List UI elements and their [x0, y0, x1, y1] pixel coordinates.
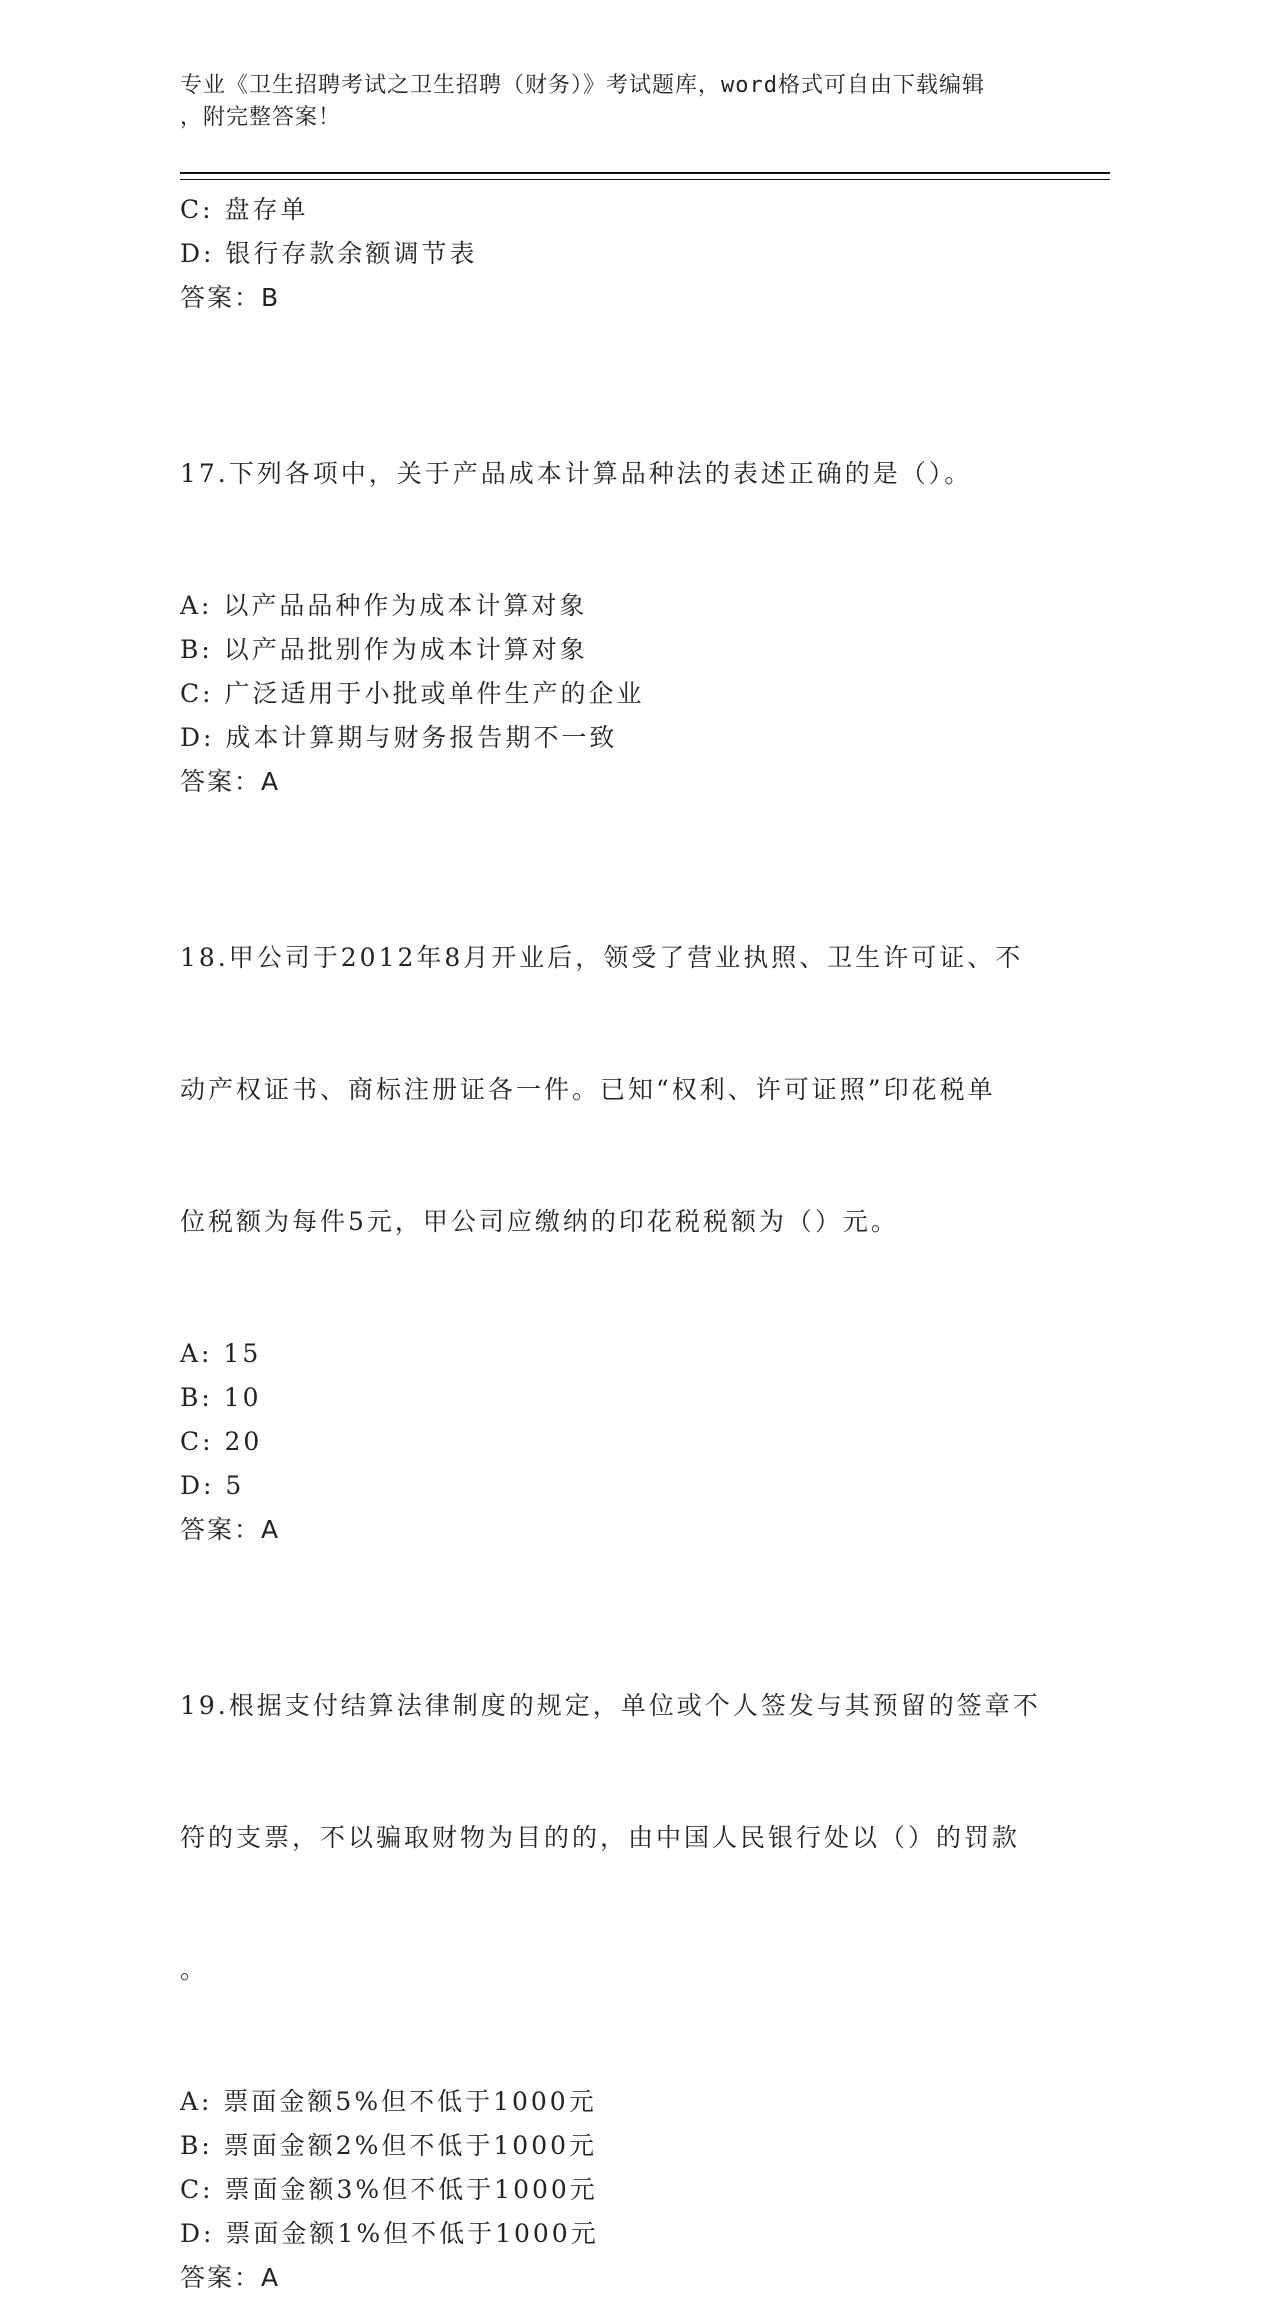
option-c: C: 票面金额3%但不低于1000元: [180, 2175, 598, 2204]
question-16-continued: [180, 188, 1080, 320]
option-b: B: 票面金额2%但不低于1000元: [180, 2131, 598, 2160]
question-18: [180, 848, 1080, 1552]
option-d: D: 银行存款余额调节表: [180, 239, 478, 268]
question-text: [180, 848, 1080, 1332]
question-17: [180, 364, 1080, 804]
answer-label: 答案：A: [180, 1515, 281, 1544]
question-text: [180, 1596, 1080, 2080]
header-line-1: 专业《卫生招聘考试之卫生招聘（财务）》考试题库，word格式可自由下载编辑: [180, 73, 985, 98]
question-text-line: 17.下列各项中，关于产品成本计算品种法的表述正确的是（）。: [180, 459, 973, 488]
answer-label: 答案：A: [180, 767, 281, 796]
header-divider-thin: [180, 179, 1110, 180]
question-text-line: 。: [180, 1955, 209, 1984]
header-divider-thick: [180, 172, 1110, 174]
option-c: C: 20: [180, 1427, 263, 1456]
answer-label: 答案：A: [180, 2263, 281, 2292]
question-text: [180, 364, 1080, 584]
question-text-line: 19.根据支付结算法律制度的规定，单位或个人签发与其预留的签章不: [180, 1691, 1041, 1720]
option-d: D: 成本计算期与财务报告期不一致: [180, 723, 618, 752]
question-text-line: 符的支票，不以骗取财物为目的的，由中国人民银行处以（）的罚款: [180, 1823, 1021, 1852]
option-b: B: 10: [180, 1383, 262, 1412]
option-c: C: 广泛适用于小批或单件生产的企业: [180, 679, 645, 708]
option-d: D: 5: [180, 1471, 245, 1500]
question-text-line: 动产权证书、商标注册证各一件。已知“权利、许可证照”印花税单: [180, 1075, 996, 1104]
question-19: [180, 1596, 1080, 2300]
document-header: [180, 70, 1080, 134]
option-b: B: 以产品批别作为成本计算对象: [180, 635, 588, 664]
option-a: A: 15: [180, 1339, 262, 1368]
question-text-line: 位税额为每件5元，甲公司应缴纳的印花税税额为（）元。: [180, 1207, 899, 1236]
question-list: [180, 188, 1080, 2300]
option-c: C: 盘存单: [180, 195, 309, 224]
answer-label: 答案：B: [180, 283, 281, 312]
option-a: A: 以产品品种作为成本计算对象: [180, 591, 588, 620]
header-line-2: ，附完整答案！: [180, 105, 342, 130]
question-text-line: 18.甲公司于2012年8月开业后，领受了营业执照、卫生许可证、不: [180, 943, 1024, 972]
option-d: D: 票面金额1%但不低于1000元: [180, 2219, 599, 2248]
option-a: A: 票面金额5%但不低于1000元: [180, 2087, 597, 2116]
